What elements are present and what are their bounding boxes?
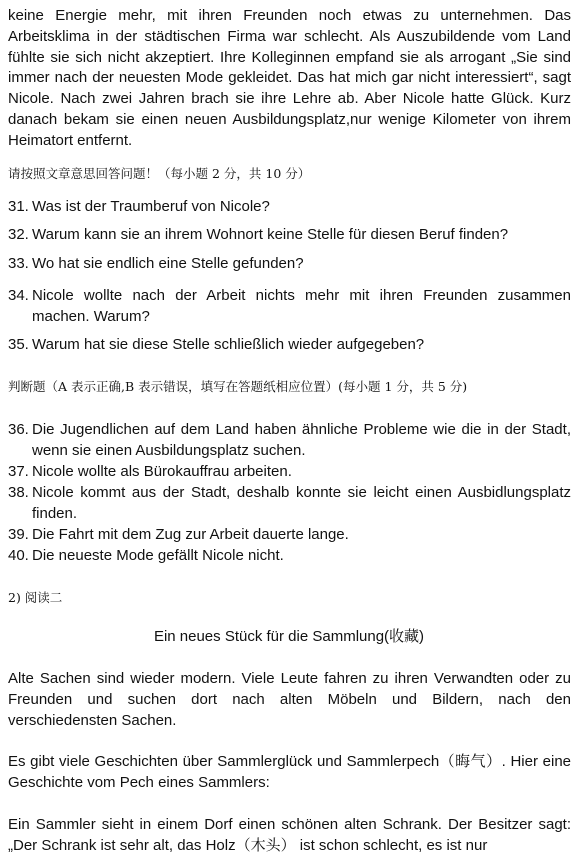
reading2-paragraph-2: Es gibt viele Geschichten über Sammlerglück und Sammlerpech（晦气）. Hier eine Geschichte vom Pech eines Sammlers: bbox=[8, 753, 571, 791]
section2-instruction: 判断题（A 表示正确,B 表示错误，填写在答题纸相应位置）(每小题 1 分，共 5 分) bbox=[8, 379, 468, 394]
statement-text: Die neueste Mode gefällt Nicole nicht. bbox=[32, 547, 284, 564]
reading2-paragraph-1: Alte Sachen sind wieder modern. Viele Leute fahren zu ihren Verwandten oder zu Freunden und suchen dort nach alten Möbeln und Bildern, nach den verschiedensten Sachen. bbox=[8, 670, 571, 729]
statement-37 bbox=[8, 461, 571, 482]
statement-38 bbox=[8, 482, 571, 524]
statement-text: Die Jugendlichen auf dem Land haben ähnliche Probleme wie die in der Stadt, wenn sie einen Ausbildungsplatz suchen. bbox=[32, 421, 571, 459]
intro-paragraph: keine Energie mehr, mit ihren Freunden noch etwas zu unternehmen. Das Arbeitsklima in der städtischen Firma war schlecht. Als Auszubildende vom Land fühlte sie sich nicht akzeptiert. Ihre Kolleginnen empfand sie als arrogant „Sie sind immer nach der neuesten Mode gekleidet. Das hat mich gar nicht interessiert“, sagt Nicole. Nach zwei Jahren brach sie ihre Lehre ab. Aber Nicole hatte Glück. Kurz danach bekam sie einen neuen Ausbildungsplatz,nur wenige Kilometer von ihrem Heimatort entfernt. bbox=[8, 7, 571, 149]
statement-39 bbox=[8, 524, 571, 545]
question-number: 31. bbox=[8, 198, 29, 215]
section1-instruction: 请按照文章意思回答问题！（每小题 2 分，共 10 分） bbox=[8, 166, 311, 181]
statement-number: 38. bbox=[8, 484, 29, 501]
question-number: 32. bbox=[8, 226, 29, 243]
statement-number: 37. bbox=[8, 463, 29, 480]
reading2-label: 2) 阅读二 bbox=[8, 590, 63, 605]
reading2-paragraph-3: Ein Sammler sieht in einem Dorf einen schönen alten Schrank. Der Besitzer sagt: „Der Schrank ist sehr alt, das Holz（木头） ist schon schlecht, es ist nur bbox=[8, 816, 571, 854]
statement-36 bbox=[8, 419, 571, 461]
question-number: 34. bbox=[8, 287, 29, 304]
question-32 bbox=[8, 224, 571, 245]
reading2-title: Ein neues Stück für die Sammlung(收藏) bbox=[153, 628, 425, 645]
statement-text: Die Fahrt mit dem Zug zur Arbeit dauerte lange. bbox=[32, 526, 349, 543]
statement-40 bbox=[8, 545, 571, 566]
question-35 bbox=[8, 334, 571, 355]
question-34 bbox=[8, 285, 571, 327]
statement-text: Nicole wollte als Bürokauffrau arbeiten. bbox=[32, 463, 292, 480]
statement-number: 39. bbox=[8, 526, 29, 543]
question-text: Was ist der Traumberuf von Nicole? bbox=[32, 198, 270, 215]
question-text: Nicole wollte nach der Arbeit nichts mehr mit ihren Freunden zusammen machen. Warum? bbox=[32, 287, 571, 325]
question-text: Wo hat sie endlich eine Stelle gefunden? bbox=[32, 255, 304, 272]
statement-number: 36. bbox=[8, 421, 29, 438]
question-number: 33. bbox=[8, 255, 29, 272]
question-31 bbox=[8, 196, 571, 217]
question-text: Warum hat sie diese Stelle schließlich wieder aufgegeben? bbox=[32, 336, 425, 353]
statement-text: Nicole kommt aus der Stadt, deshalb konnte sie leicht einen Ausbidlungsplatz finden. bbox=[32, 484, 571, 522]
statement-number: 40. bbox=[8, 547, 29, 564]
question-33 bbox=[8, 253, 571, 274]
question-text: Warum kann sie an ihrem Wohnort keine Stelle für diesen Beruf finden? bbox=[32, 226, 509, 243]
question-number: 35. bbox=[8, 336, 29, 353]
